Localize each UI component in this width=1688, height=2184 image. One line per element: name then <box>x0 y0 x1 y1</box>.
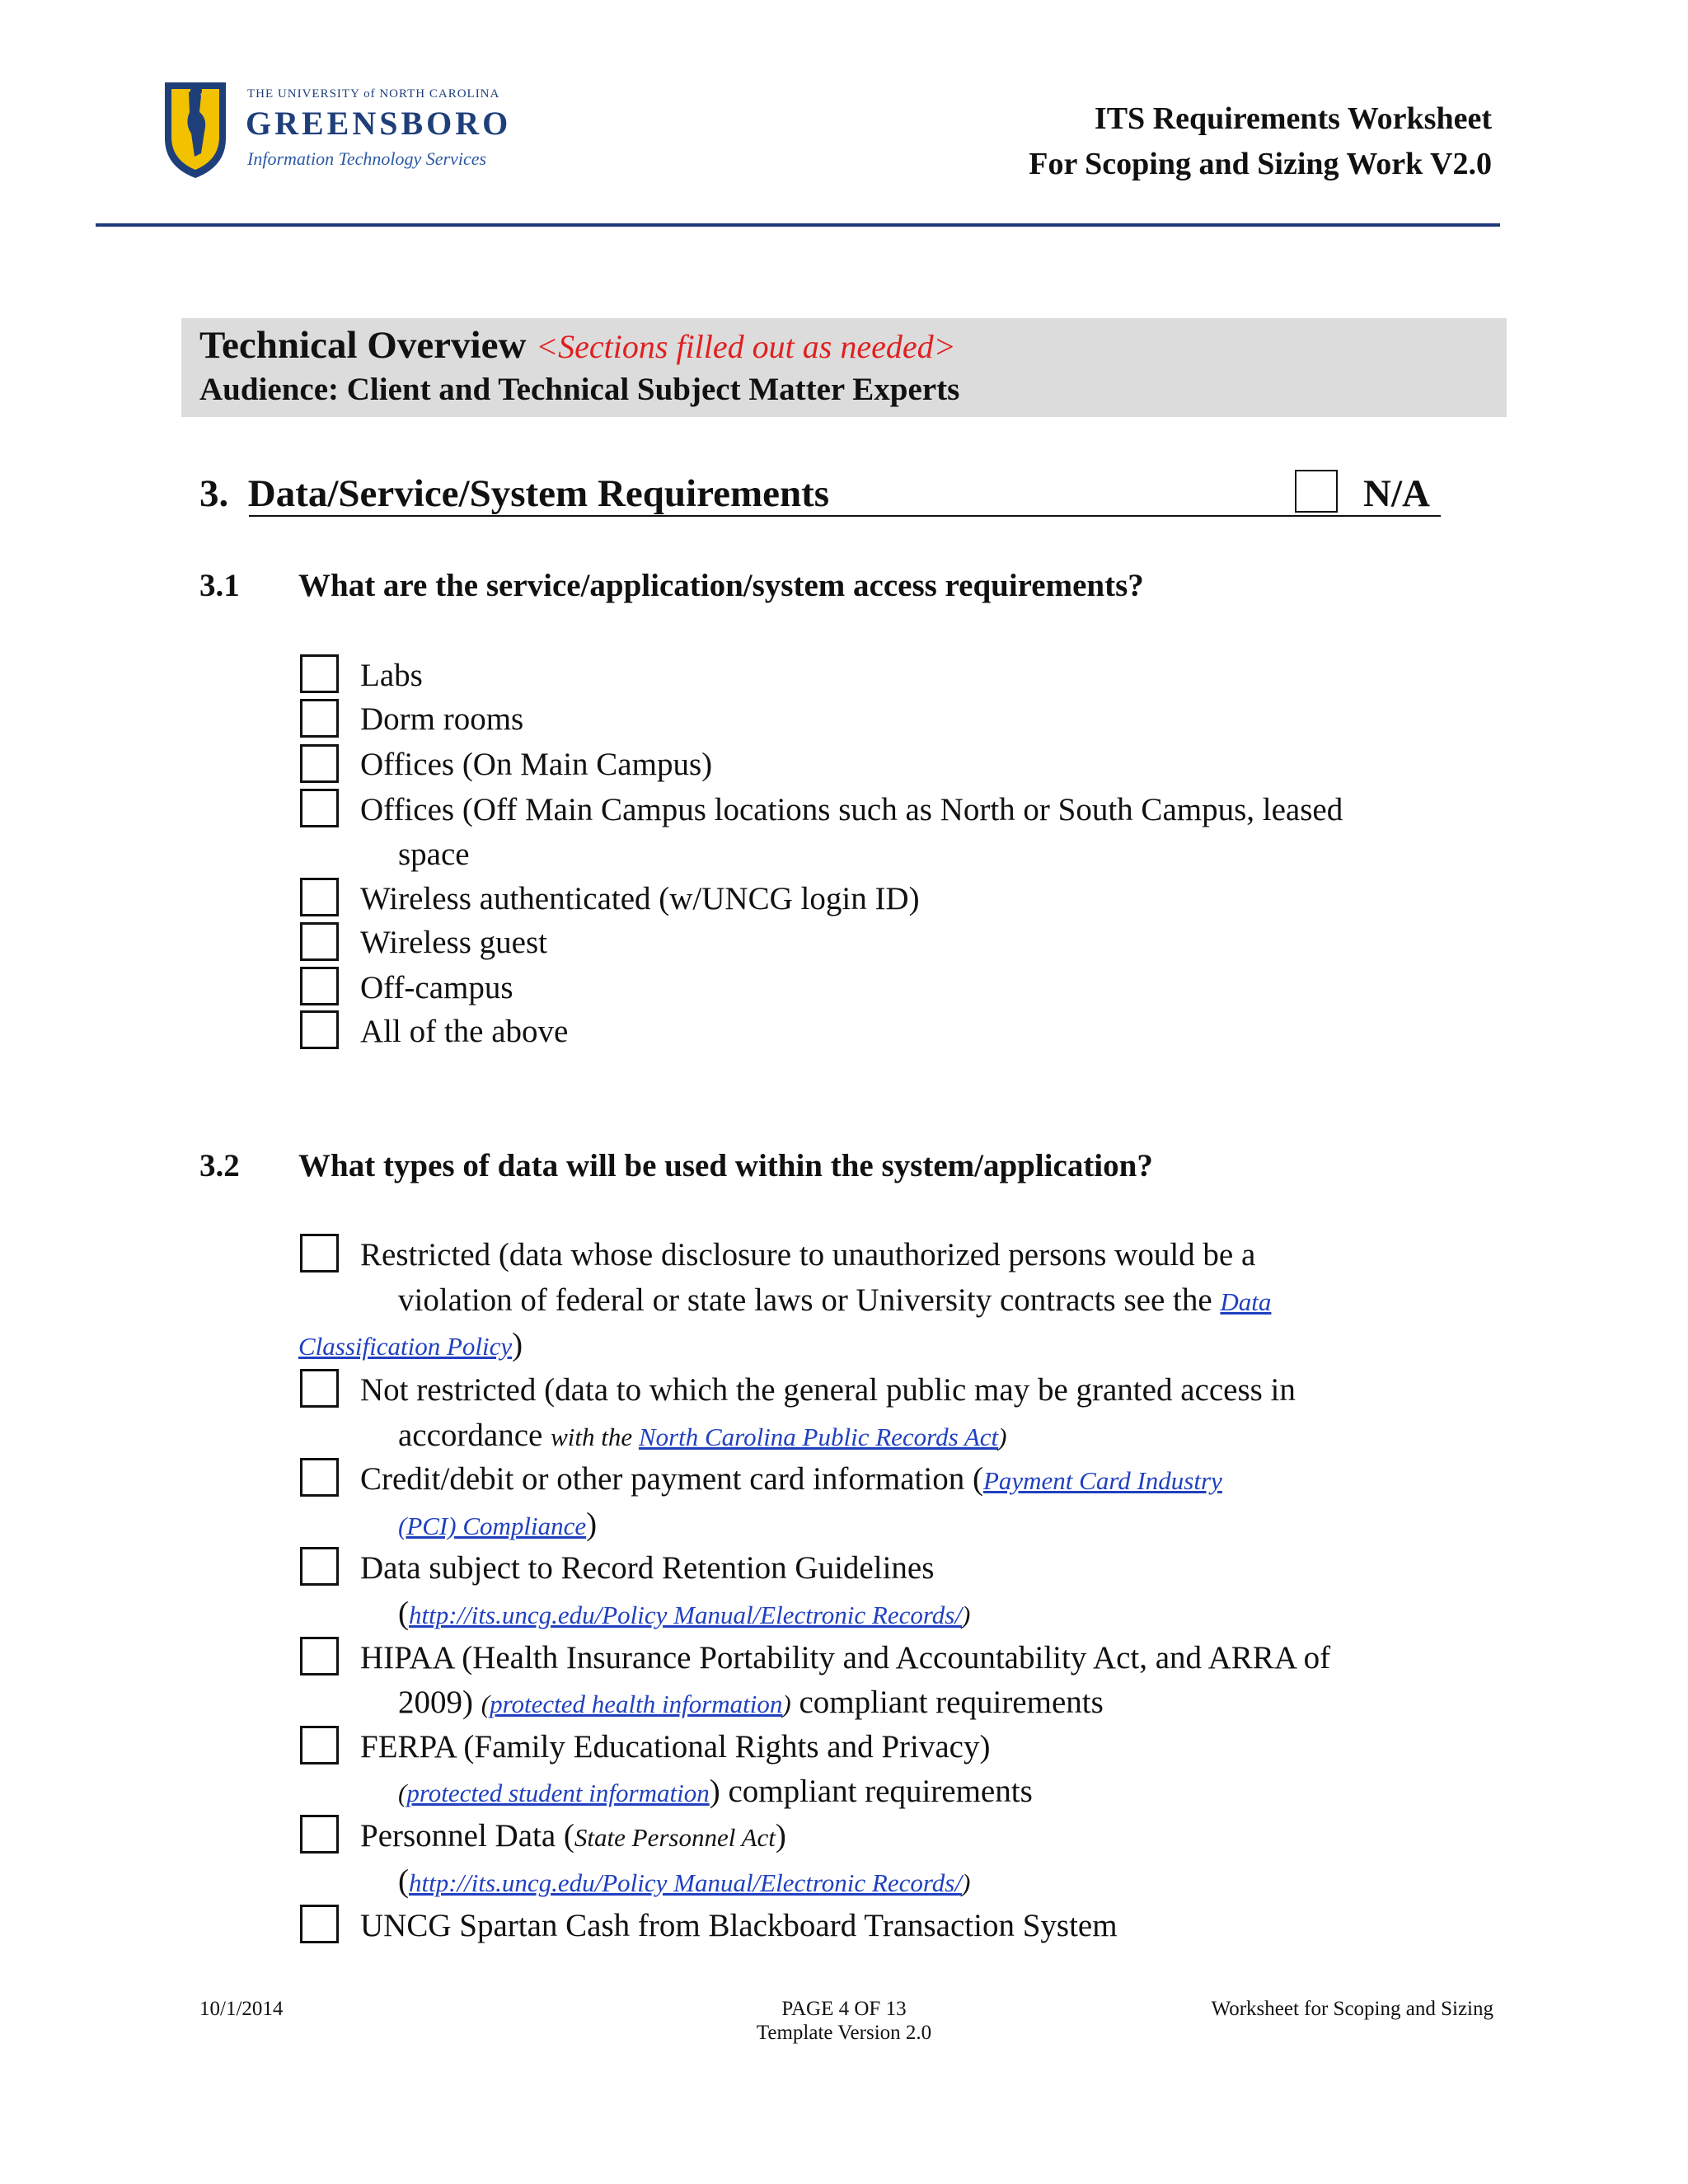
credit-card-checkbox[interactable] <box>300 1458 339 1497</box>
logo-university-line: THE UNIVERSITY of NORTH CAROLINA <box>247 87 500 101</box>
record-retention-label: Data subject to Record Retention Guidelines <box>360 1550 935 1586</box>
hipaa-checkbox[interactable] <box>300 1637 339 1675</box>
restricted-close: ) <box>512 1327 523 1362</box>
spartan-cash-label: UNCG Spartan Cash from Blackboard Transaction System <box>360 1908 1118 1943</box>
q2-number: 3.2 <box>199 1148 240 1183</box>
record-retention-checkbox[interactable] <box>300 1547 339 1586</box>
heading-underline <box>249 515 1441 517</box>
logo-greensboro: GREENSBORO <box>246 105 512 142</box>
section-note: <Sections filled out as needed> <box>536 328 956 365</box>
nc-public-records-link[interactable]: North Carolina Public Records Act <box>638 1422 999 1451</box>
ferpa-open: ( <box>398 1779 407 1807</box>
pci-link-a[interactable]: Payment Card Industry <box>982 1466 1222 1495</box>
credit-card-label <box>360 1460 1222 1497</box>
offices-off-main-checkbox[interactable] <box>300 789 339 827</box>
credit-card-text: Credit/debit or other payment card information ( <box>360 1461 983 1497</box>
heading-text: Data/Service/System Requirements <box>247 472 830 515</box>
ferpa-tail: compliant requirements <box>720 1774 1033 1809</box>
labs-label: Labs <box>360 658 423 693</box>
hipaa-close: ) <box>782 1690 791 1718</box>
electronic-records-link-2[interactable]: http://its.uncg.edu/Policy Manual/Electronic Records/ <box>409 1868 962 1897</box>
footer-page: PAGE 4 OF 13 <box>781 1998 907 2020</box>
spartan-cash-checkbox[interactable] <box>300 1905 339 1943</box>
personnel-data-label <box>360 1817 786 1854</box>
personnel-text: Personnel Data ( <box>360 1818 574 1854</box>
not-restricted-close: ) <box>998 1422 1007 1451</box>
personnel-close: ) <box>775 1818 786 1854</box>
pci-link-b[interactable]: (PCI) Compliance <box>398 1511 587 1540</box>
wireless-auth-checkbox[interactable] <box>300 878 339 916</box>
footer-worksheet: Worksheet for Scoping and Sizing <box>1211 1998 1493 2020</box>
q1-text: What are the service/application/system access requirements? <box>298 568 1144 603</box>
heading-number: 3. <box>199 472 229 515</box>
ferpa-label: FERPA (Family Educational Rights and Privacy) <box>360 1729 991 1765</box>
restricted-label-cont <box>398 1282 1271 1319</box>
section-band <box>181 318 1507 417</box>
section-title <box>199 323 956 368</box>
dorm-rooms-label: Dorm rooms <box>360 701 524 737</box>
section-title-text: Technical Overview <box>199 324 527 367</box>
not-restricted-with-the: with the <box>551 1422 639 1451</box>
ferpa-close: ) <box>709 1774 720 1809</box>
not-restricted-accordance: accordance <box>398 1418 551 1453</box>
its-logo <box>162 73 516 184</box>
wireless-guest-label: Wireless guest <box>360 925 547 960</box>
na-checkbox[interactable] <box>1295 470 1338 513</box>
offices-off-main-label-cont: space <box>398 837 470 872</box>
logo-its-line: Information Technology Services <box>247 148 487 169</box>
record-retention-label-cont <box>398 1595 970 1632</box>
restricted-label: Restricted (data whose disclosure to unauthorized persons would be a <box>360 1237 1256 1272</box>
protected-health-info-link[interactable]: protected health information <box>490 1690 783 1718</box>
not-restricted-label: Not restricted (data to which the general public may be granted access in <box>360 1372 1296 1408</box>
state-personnel-act: State Personnel Act <box>574 1823 776 1852</box>
personnel-data-checkbox[interactable] <box>300 1815 339 1854</box>
q1-number: 3.1 <box>199 568 240 603</box>
wireless-auth-label: Wireless authenticated (w/UNCG login ID) <box>360 881 920 916</box>
section-audience: Audience: Client and Technical Subject Matter Experts <box>199 372 960 407</box>
data-classification-link-b[interactable]: Classification Policy <box>298 1332 513 1361</box>
protected-student-info-link[interactable]: protected student information <box>406 1779 710 1807</box>
footer-date: 10/1/2014 <box>199 1998 284 2020</box>
hipaa-year: 2009) <box>398 1685 481 1720</box>
offices-main-label: Offices (On Main Campus) <box>360 747 713 782</box>
header-title-line2: For Scoping and Sizing Work V2.0 <box>1029 147 1492 181</box>
wireless-guest-checkbox[interactable] <box>300 922 339 961</box>
hipaa-label-cont <box>398 1684 1104 1721</box>
personnel-open: ( <box>398 1863 409 1899</box>
credit-card-close: ) <box>586 1507 598 1542</box>
offices-off-main-label: Offices (Off Main Campus locations such as North or South Campus, leased <box>360 792 1343 827</box>
hipaa-label: HIPAA (Health Insurance Portability and Accountability Act, and ARRA of <box>360 1640 1331 1675</box>
uncg-shield-icon <box>162 74 229 180</box>
credit-card-label-cont <box>398 1506 597 1543</box>
offices-main-checkbox[interactable] <box>300 744 339 783</box>
hipaa-tail: compliant requirements <box>790 1685 1104 1720</box>
not-restricted-checkbox[interactable] <box>300 1369 339 1408</box>
off-campus-label: Off-campus <box>360 970 513 1005</box>
all-above-label: All of the above <box>360 1014 569 1049</box>
restricted-text-cont: violation of federal or state laws or University contracts see the <box>398 1282 1221 1318</box>
footer-template-version: Template Version 2.0 <box>756 2022 932 2044</box>
personnel-data-label-cont <box>398 1863 970 1900</box>
restricted-checkbox[interactable] <box>300 1234 339 1272</box>
ferpa-checkbox[interactable] <box>300 1726 339 1765</box>
restricted-label-cont2 <box>298 1326 523 1363</box>
hipaa-open: ( <box>481 1690 490 1718</box>
q2-text: What types of data will be used within the system/application? <box>298 1148 1153 1183</box>
header-title-line1: ITS Requirements Worksheet <box>1094 101 1492 136</box>
labs-checkbox[interactable] <box>300 654 339 693</box>
requirements-heading <box>199 471 829 516</box>
ferpa-label-cont <box>398 1773 1033 1810</box>
electronic-records-link-1[interactable]: http://its.uncg.edu/Policy Manual/Electronic Records/ <box>409 1601 962 1629</box>
not-restricted-label-cont <box>398 1417 1007 1454</box>
na-label: N/A <box>1363 472 1430 515</box>
retention-open: ( <box>398 1596 409 1631</box>
data-classification-link-a[interactable]: Data <box>1220 1287 1272 1316</box>
header-divider <box>96 223 1500 227</box>
dorm-rooms-checkbox[interactable] <box>300 699 339 738</box>
retention-close: ) <box>961 1601 971 1629</box>
all-above-checkbox[interactable] <box>300 1010 339 1049</box>
off-campus-checkbox[interactable] <box>300 967 339 1005</box>
personnel-link-close: ) <box>961 1868 971 1897</box>
